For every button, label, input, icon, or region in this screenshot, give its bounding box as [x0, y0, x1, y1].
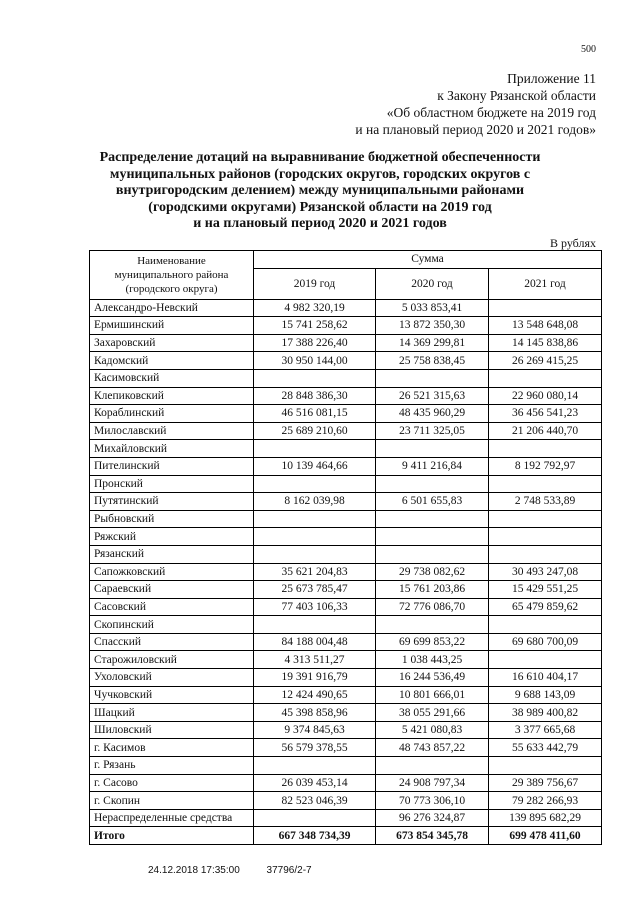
row-value-cell: 45 398 858,96	[254, 704, 376, 722]
table-row	[90, 774, 602, 792]
row-value-cell: 36 456 541,23	[489, 405, 602, 423]
row-value-cell: 14 369 299,81	[376, 334, 489, 352]
table-row	[90, 317, 602, 335]
row-value-cell: 26 521 315,63	[376, 387, 489, 405]
table-row	[90, 704, 602, 722]
row-value-cell: 26 269 415,25	[489, 352, 602, 370]
row-value-cell: 56 579 378,55	[254, 739, 376, 757]
table-row	[90, 369, 602, 387]
appendix-line: и на плановый период 2020 и 2021 годов»	[355, 122, 596, 137]
row-value-cell	[254, 545, 376, 563]
row-name-cell: г. Сасово	[90, 774, 254, 792]
row-value-cell: 667 348 734,39	[254, 827, 376, 845]
row-value-cell	[376, 440, 489, 458]
row-value-cell: 65 479 859,62	[489, 598, 602, 616]
header-year: 2019 год	[254, 268, 376, 299]
row-value-cell: 69 680 700,09	[489, 633, 602, 651]
table-row	[90, 581, 602, 599]
row-name-cell: Ухоловский	[90, 669, 254, 687]
row-name-cell: Александро-Невский	[90, 299, 254, 317]
row-value-cell: 79 282 266,93	[489, 792, 602, 810]
row-value-cell	[489, 616, 602, 634]
row-value-cell: 5 421 080,83	[376, 721, 489, 739]
row-name-cell: г. Скопин	[90, 792, 254, 810]
appendix-line: Приложение 11	[507, 71, 596, 86]
row-name-cell: г. Рязань	[90, 757, 254, 775]
table-total-row	[90, 827, 602, 845]
row-name-cell: Сапожковский	[90, 563, 254, 581]
row-name-cell: Спасский	[90, 633, 254, 651]
table-row	[90, 387, 602, 405]
row-name-cell: г. Касимов	[90, 739, 254, 757]
table-row	[90, 809, 602, 827]
row-name-cell: Михайловский	[90, 440, 254, 458]
row-value-cell: 13 548 648,08	[489, 317, 602, 335]
header-name: Наименование муниципального района (городского округа)	[90, 251, 254, 300]
row-name-cell: Касимовский	[90, 369, 254, 387]
row-value-cell	[489, 528, 602, 546]
row-name-cell: Милославский	[90, 422, 254, 440]
row-value-cell: 29 738 082,62	[376, 563, 489, 581]
row-value-cell: 8 192 792,97	[489, 457, 602, 475]
row-value-cell: 17 388 226,40	[254, 334, 376, 352]
row-value-cell	[376, 475, 489, 493]
row-value-cell: 15 761 203,86	[376, 581, 489, 599]
row-value-cell	[489, 369, 602, 387]
row-value-cell	[489, 475, 602, 493]
row-name-cell: Кораблинский	[90, 405, 254, 423]
title-line: внутригородским делением) между муниципальными районами	[115, 183, 525, 198]
row-value-cell: 19 391 916,79	[254, 669, 376, 687]
row-value-cell: 69 699 853,22	[376, 633, 489, 651]
row-value-cell: 25 689 210,60	[254, 422, 376, 440]
title-line: Распределение дотаций на выравнивание бюджетной обеспеченности	[99, 150, 541, 165]
table-row	[90, 669, 602, 687]
row-value-cell: 55 633 442,79	[489, 739, 602, 757]
budget-table	[89, 250, 602, 845]
row-name-cell: Чучковский	[90, 686, 254, 704]
title-line: и на плановый период 2020 и 2021 годов	[193, 216, 447, 231]
row-name-cell: Шиловский	[90, 721, 254, 739]
table-row	[90, 510, 602, 528]
header-year: 2020 год	[376, 268, 489, 299]
page-number: 500	[581, 44, 596, 55]
row-value-cell: 16 610 404,17	[489, 669, 602, 687]
row-value-cell	[376, 757, 489, 775]
row-value-cell	[254, 616, 376, 634]
row-value-cell: 2 748 533,89	[489, 493, 602, 511]
row-name-cell: Захаровский	[90, 334, 254, 352]
table-row	[90, 475, 602, 493]
row-value-cell	[254, 510, 376, 528]
row-value-cell: 15 741 258,62	[254, 317, 376, 335]
table-row	[90, 405, 602, 423]
row-value-cell: 139 895 682,29	[489, 809, 602, 827]
table-row	[90, 757, 602, 775]
row-name-cell: Сасовский	[90, 598, 254, 616]
appendix-header	[355, 70, 596, 138]
row-value-cell: 30 950 144,00	[254, 352, 376, 370]
row-name-cell: Путятинский	[90, 493, 254, 511]
row-value-cell: 13 872 350,30	[376, 317, 489, 335]
row-value-cell: 30 493 247,08	[489, 563, 602, 581]
table-row	[90, 457, 602, 475]
table-row	[90, 528, 602, 546]
row-value-cell: 28 848 386,30	[254, 387, 376, 405]
row-value-cell	[376, 510, 489, 528]
table-row	[90, 440, 602, 458]
row-name-cell: Скопинский	[90, 616, 254, 634]
row-value-cell: 5 033 853,41	[376, 299, 489, 317]
row-value-cell	[489, 440, 602, 458]
row-value-cell	[489, 299, 602, 317]
row-value-cell	[376, 369, 489, 387]
row-value-cell: 3 377 665,68	[489, 721, 602, 739]
row-value-cell: 4 313 511,27	[254, 651, 376, 669]
table-row	[90, 686, 602, 704]
row-value-cell	[489, 545, 602, 563]
row-value-cell: 25 673 785,47	[254, 581, 376, 599]
row-name-cell: Рыбновский	[90, 510, 254, 528]
title-line: муниципальных районов (городских округов, городских округов с	[109, 166, 531, 182]
row-value-cell: 9 688 143,09	[489, 686, 602, 704]
table-row	[90, 721, 602, 739]
row-value-cell: 72 776 086,70	[376, 598, 489, 616]
table-row	[90, 334, 602, 352]
row-name-cell: Нераспределенные средства	[90, 809, 254, 827]
row-name-cell: Пронский	[90, 475, 254, 493]
row-name-cell: Старожиловский	[90, 651, 254, 669]
row-value-cell: 673 854 345,78	[376, 827, 489, 845]
row-value-cell: 22 960 080,14	[489, 387, 602, 405]
footer	[148, 865, 336, 876]
row-value-cell: 699 478 411,60	[489, 827, 602, 845]
row-value-cell: 25 758 838,45	[376, 352, 489, 370]
table-row	[90, 563, 602, 581]
table-row	[90, 792, 602, 810]
row-value-cell: 26 039 453,14	[254, 774, 376, 792]
row-name-cell: Клепиковский	[90, 387, 254, 405]
row-value-cell	[376, 545, 489, 563]
row-value-cell: 9 411 216,84	[376, 457, 489, 475]
footer-datetime: 24.12.2018 17:35:00	[148, 865, 240, 876]
row-value-cell: 38 989 400,82	[489, 704, 602, 722]
row-value-cell: 38 055 291,66	[376, 704, 489, 722]
row-value-cell: 8 162 039,98	[254, 493, 376, 511]
table-row	[90, 616, 602, 634]
row-value-cell	[254, 528, 376, 546]
row-value-cell: 21 206 440,70	[489, 422, 602, 440]
row-value-cell: 9 374 845,63	[254, 721, 376, 739]
row-name-cell: Итого	[90, 827, 254, 845]
row-name-cell: Пителинский	[90, 457, 254, 475]
row-name-cell: Кадомский	[90, 352, 254, 370]
document-title	[80, 150, 560, 233]
row-value-cell: 29 389 756,67	[489, 774, 602, 792]
row-value-cell	[254, 809, 376, 827]
row-value-cell	[254, 475, 376, 493]
row-value-cell	[254, 757, 376, 775]
table-row	[90, 651, 602, 669]
title-line: (городскими округами) Рязанской области на 2019 год	[148, 199, 492, 215]
row-value-cell: 48 743 857,22	[376, 739, 489, 757]
row-value-cell: 24 908 797,34	[376, 774, 489, 792]
row-value-cell	[489, 510, 602, 528]
table-row	[90, 598, 602, 616]
row-value-cell: 82 523 046,39	[254, 792, 376, 810]
row-value-cell: 48 435 960,29	[376, 405, 489, 423]
row-value-cell	[254, 369, 376, 387]
row-value-cell: 70 773 306,10	[376, 792, 489, 810]
footer-doc-id: 37796/2-7	[266, 865, 312, 876]
table-row	[90, 422, 602, 440]
row-value-cell: 84 188 004,48	[254, 633, 376, 651]
row-name-cell: Ряжский	[90, 528, 254, 546]
units-label: В рублях	[549, 236, 596, 250]
row-value-cell: 15 429 551,25	[489, 581, 602, 599]
table-row	[90, 633, 602, 651]
row-value-cell: 16 244 536,49	[376, 669, 489, 687]
row-value-cell	[376, 528, 489, 546]
row-value-cell: 77 403 106,33	[254, 598, 376, 616]
row-value-cell: 23 711 325,05	[376, 422, 489, 440]
row-name-cell: Сараевский	[90, 581, 254, 599]
table-row	[90, 739, 602, 757]
table-row	[90, 299, 602, 317]
row-value-cell: 12 424 490,65	[254, 686, 376, 704]
row-value-cell	[489, 757, 602, 775]
row-value-cell: 14 145 838,86	[489, 334, 602, 352]
row-value-cell: 1 038 443,25	[376, 651, 489, 669]
table-row	[90, 493, 602, 511]
row-value-cell	[254, 440, 376, 458]
row-value-cell: 10 139 464,66	[254, 457, 376, 475]
appendix-line: «Об областном бюджете на 2019 год	[386, 105, 596, 120]
table-row	[90, 545, 602, 563]
row-value-cell: 35 621 204,83	[254, 563, 376, 581]
appendix-line: к Закону Рязанской области	[437, 88, 596, 103]
header-sum: Сумма	[254, 251, 602, 269]
row-value-cell: 96 276 324,87	[376, 809, 489, 827]
row-value-cell	[489, 651, 602, 669]
row-value-cell: 46 516 081,15	[254, 405, 376, 423]
row-name-cell: Ермишинский	[90, 317, 254, 335]
row-name-cell: Рязанский	[90, 545, 254, 563]
header-year: 2021 год	[489, 268, 602, 299]
table-row	[90, 352, 602, 370]
row-value-cell: 10 801 666,01	[376, 686, 489, 704]
row-value-cell: 6 501 655,83	[376, 493, 489, 511]
row-value-cell	[376, 616, 489, 634]
row-value-cell: 4 982 320,19	[254, 299, 376, 317]
row-name-cell: Шацкий	[90, 704, 254, 722]
